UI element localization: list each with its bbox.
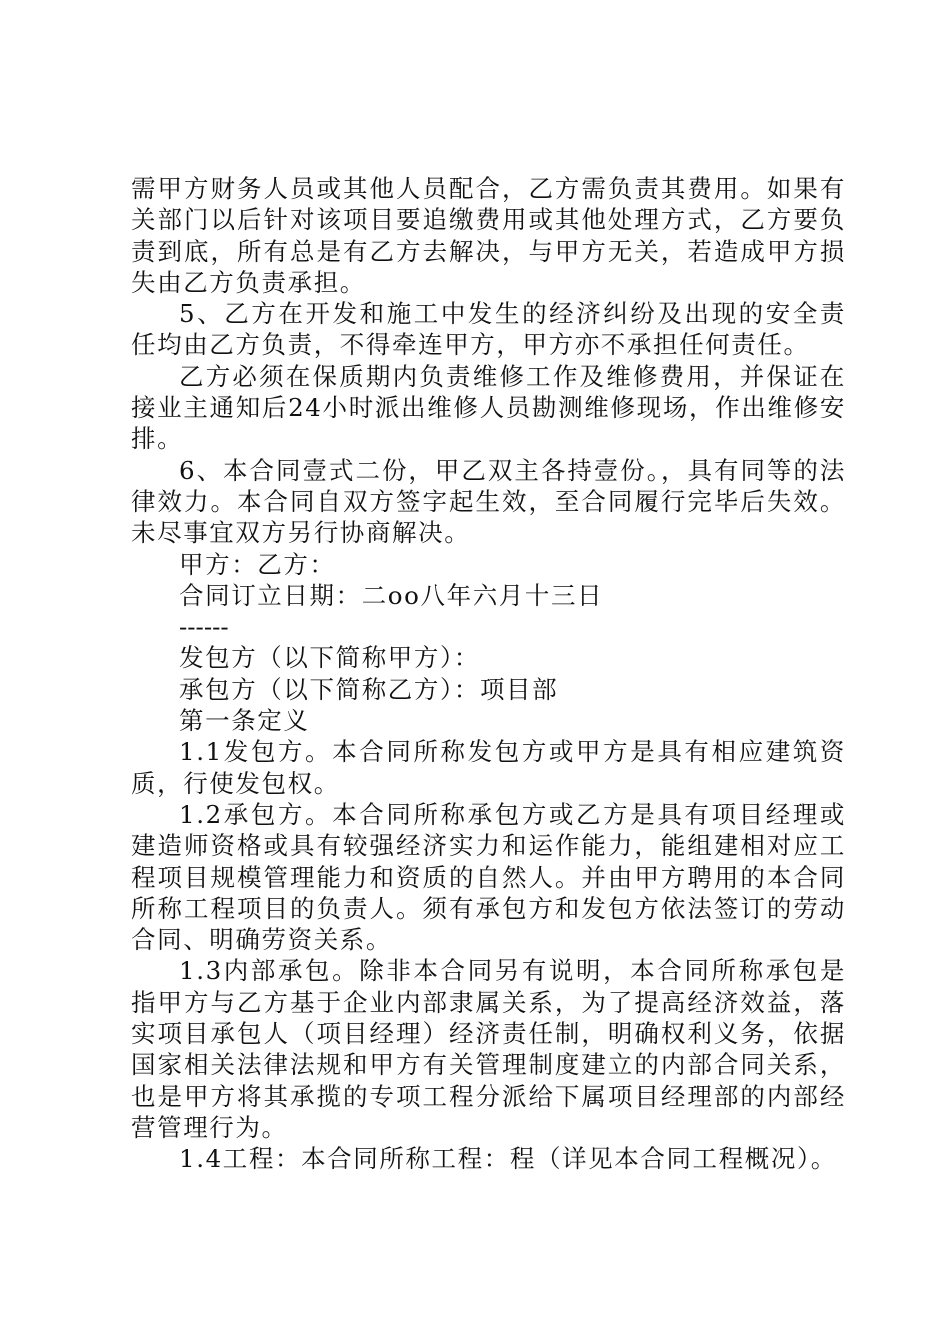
paragraph-clause-5: 5、乙方在开发和施工中发生的经济纠纷及出现的安全责任均由乙方负责，不得牵连甲方，甲方亦不承担任何责任。: [131, 299, 846, 360]
paragraph-warranty-repair: 乙方必须在保质期内负责维修工作及维修费用，并保证在接业主通知后24小时派出维修人员勘测维修现场，作出维修安排。: [131, 361, 846, 454]
signature-parties-line: 甲方：乙方：: [179, 549, 336, 579]
article-one-heading: 第一条定义: [179, 706, 310, 736]
section-divider: ------: [179, 612, 229, 642]
paragraph-fee-responsibility: 需甲方财务人员或其他人员配合，乙方需负责其费用。如果有关部门以后针对该项目要追缴费用或其他处理方式，乙方要负责到底，所有总是有乙方去解决，与甲方无关，若造成甲方损失由乙方负责承担。: [131, 174, 846, 297]
contract-date-line: 合同订立日期：二oo八年六月十三日: [179, 580, 604, 610]
party-b-line: 承包方（以下简称乙方）：项目部: [179, 674, 559, 704]
definition-1-3: 1.3内部承包。除非本合同另有说明，本合同所称承包是指甲方与乙方基于企业内部隶属关系，为了提高经济效益，落实项目承包人（项目经理）经济责任制，明确权利义务，依据国家相关法律法规和甲方有关管理制度建立的内部合同关系，也是甲方将其承揽的专项工程分派给下属项目经理部的内部经营管理行为。: [131, 956, 846, 1142]
document-body: [131, 173, 846, 1175]
definition-1-4: 1.4工程：本合同所称工程：程（详见本合同工程概况）。: [179, 1144, 837, 1174]
definition-1-1: 1.1发包方。本合同所称发包方或甲方是具有相应建筑资质，行使发包权。: [131, 737, 846, 798]
definition-1-2: 1.2承包方。本合同所称承包方或乙方是具有项目经理或建造师资格或具有较强经济实力和运作能力，能组建相对应工程项目规模管理能力和资质的自然人。并由甲方聘用的本合同所称工程项目的负责人。须有承包方和发包方依法签订的劳动合同、明确劳资关系。: [131, 799, 846, 955]
party-a-line: 发包方（以下简称甲方）：: [179, 643, 480, 673]
paragraph-clause-6: 6、本合同壹式二份，甲乙双主各持壹份。，具有同等的法律效力。本合同自双方签字起生效，至合同履行完毕后失效。未尽事宜双方另行协商解决。: [131, 455, 846, 548]
